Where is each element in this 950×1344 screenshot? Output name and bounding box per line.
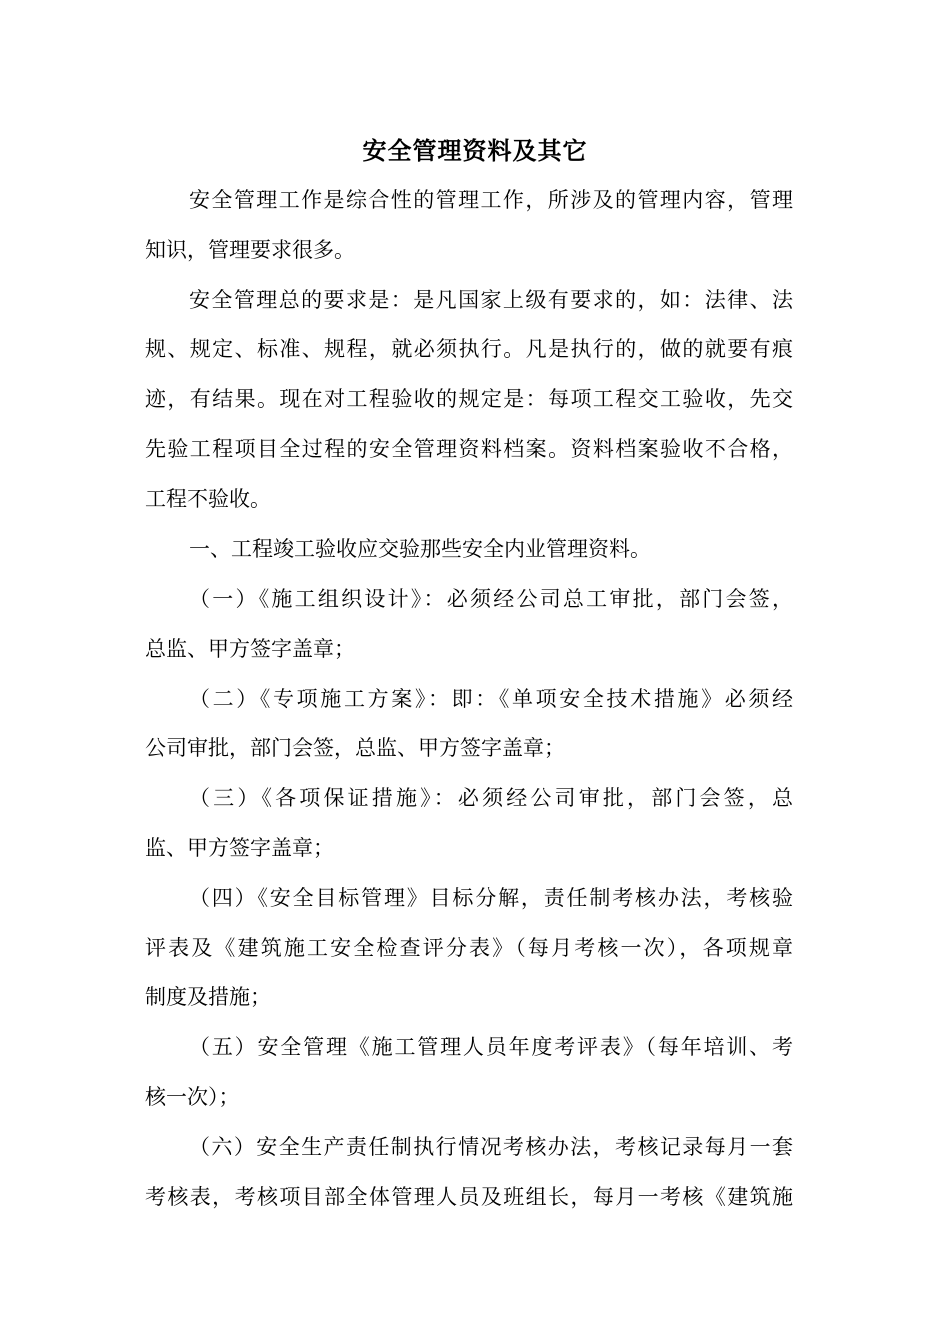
list-item-line: 公司审批，部门会签，总监、甲方签字盖章； xyxy=(145,736,565,760)
list-item-line: （六）安全生产责任制执行情况考核办法，考核记录每月一套 xyxy=(189,1135,793,1159)
document-title: 安全管理资料及其它 xyxy=(362,136,588,165)
section-heading: 一、工程竣工验收应交验那些安全内业管理资料。 xyxy=(189,537,651,561)
list-item-line: 监、甲方签字盖章； xyxy=(145,836,334,860)
list-item-line: （四）《安全目标管理》目标分解，责任制考核办法，考核验 xyxy=(189,886,793,910)
list-item-line: 制度及措施； xyxy=(145,985,271,1009)
paragraph-line: 安全管理工作是综合性的管理工作，所涉及的管理内容，管理 xyxy=(189,188,793,212)
list-item-line: 核一次）； xyxy=(145,1085,240,1109)
list-item-line: （一）《施工组织设计》：必须经公司总工审批，部门会签， xyxy=(189,587,793,611)
list-item-line: （五）安全管理《施工管理人员年度考评表》（每年培训、考 xyxy=(189,1035,793,1059)
paragraph-line: 规、规定、标准、规程，就必须执行。凡是执行的，做的就要有痕 xyxy=(145,337,793,361)
paragraph-line: 知识，管理要求很多。 xyxy=(145,238,355,262)
paragraph-line: 迹，有结果。现在对工程验收的规定是：每项工程交工验收，先交 xyxy=(145,387,793,411)
paragraph-line: 安全管理总的要求是：是凡国家上级有要求的，如：法律、法 xyxy=(189,288,793,312)
paragraph-line: 工程不验收。 xyxy=(145,487,271,511)
list-item-line: （二）《专项施工方案》：即：《单项安全技术措施》必须经 xyxy=(189,687,793,711)
list-item-line: （三）《各项保证措施》：必须经公司审批，部门会签，总 xyxy=(189,786,793,810)
list-item-line: 评表及《建筑施工安全检查评分表》（每月考核一次），各项规章 xyxy=(145,936,793,960)
list-item-line: 考核表，考核项目部全体管理人员及班组长，每月一考核《建筑施 xyxy=(145,1185,793,1209)
paragraph-line: 先验工程项目全过程的安全管理资料档案。资料档案验收不合格， xyxy=(145,437,793,461)
list-item-line: 总监、甲方签字盖章； xyxy=(145,637,355,661)
